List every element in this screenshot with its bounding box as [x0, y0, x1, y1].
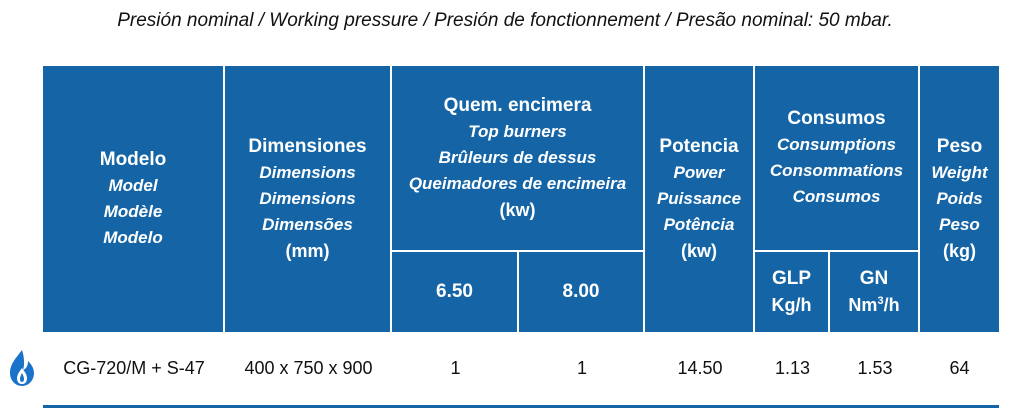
header-dimensiones-en: Dimensions — [259, 163, 356, 182]
header-modelo-en: Model — [108, 176, 158, 195]
header-gn-unit: Nm$^3$/h — [848, 295, 900, 315]
header-quemadores-fr: Brûleurs de dessus — [438, 148, 597, 167]
header-dimensiones-unit: (mm) — [285, 241, 330, 261]
header-gn — [830, 252, 918, 332]
header-consumos-fr: Consommations — [769, 161, 904, 180]
header-peso-unit: (kg) — [943, 241, 976, 261]
header-modelo-pt: Modelo — [103, 228, 163, 247]
header-consumos-pt: Consumos — [792, 187, 881, 206]
header-potencia-pt: Potência — [663, 215, 735, 234]
header-peso-en: Weight — [931, 163, 988, 182]
cell-q650: 1 — [450, 358, 461, 378]
header-peso-fr: Poids — [936, 189, 983, 208]
cell-potencia: 14.50 — [677, 358, 723, 378]
header-potencia-main: Potencia — [659, 136, 739, 157]
bottom-rule — [43, 405, 999, 408]
header-peso-pt: Peso — [939, 215, 980, 234]
header-quemadores-650: 6.50 — [436, 281, 473, 302]
header-consumos — [755, 66, 918, 250]
header-quemadores-main: Quem. encimera — [443, 95, 592, 116]
header-quemadores-pt: Queimadores de encimeira — [408, 174, 627, 193]
header-modelo-fr: Modèle — [103, 202, 163, 221]
header-dimensiones-main: Dimensiones — [248, 136, 367, 157]
cell-dimensiones: 400 x 750 x 900 — [244, 358, 373, 378]
header-dimensiones-fr: Dimensions — [259, 189, 356, 208]
cell-q800: 1 — [576, 358, 587, 378]
header-peso — [920, 66, 999, 332]
header-glp — [755, 252, 828, 332]
header-quemadores — [392, 66, 643, 250]
cell-glp: 1.13 — [774, 358, 811, 378]
header-potencia-fr: Puissance — [656, 189, 742, 208]
header-potencia-unit: (kw) — [681, 241, 717, 261]
subtitle: Presión nominal / Working pressure / Presión de fonctionnement / Presão nominal: 50 mbar. — [117, 10, 893, 31]
header-potencia — [645, 66, 753, 332]
header-peso-main: Peso — [936, 136, 983, 157]
header-glp-label: GLP — [771, 268, 812, 289]
header-potencia-en: Power — [673, 163, 725, 182]
cell-modelo: CG-720/M + S-47 — [63, 358, 205, 378]
header-quemadores-unit: (kw) — [499, 200, 536, 220]
header-consumos-main: Consumos — [787, 108, 886, 129]
table-header — [43, 66, 999, 332]
header-dimensiones — [225, 66, 390, 332]
header-quemadores-800: 8.00 — [562, 281, 600, 302]
header-glp-unit: Kg/h — [771, 295, 812, 315]
header-gn-label: GN — [859, 268, 889, 289]
cell-gn: 1.53 — [857, 358, 893, 378]
header-dimensiones-pt: Dimensões — [262, 215, 353, 234]
header-consumos-en: Consumptions — [777, 135, 896, 154]
header-modelo — [43, 66, 223, 332]
cell-peso: 64 — [949, 358, 970, 378]
header-modelo-main: Modelo — [99, 149, 167, 170]
table-row — [0, 350, 1010, 390]
header-quemadores-en: Top burners — [468, 122, 567, 141]
